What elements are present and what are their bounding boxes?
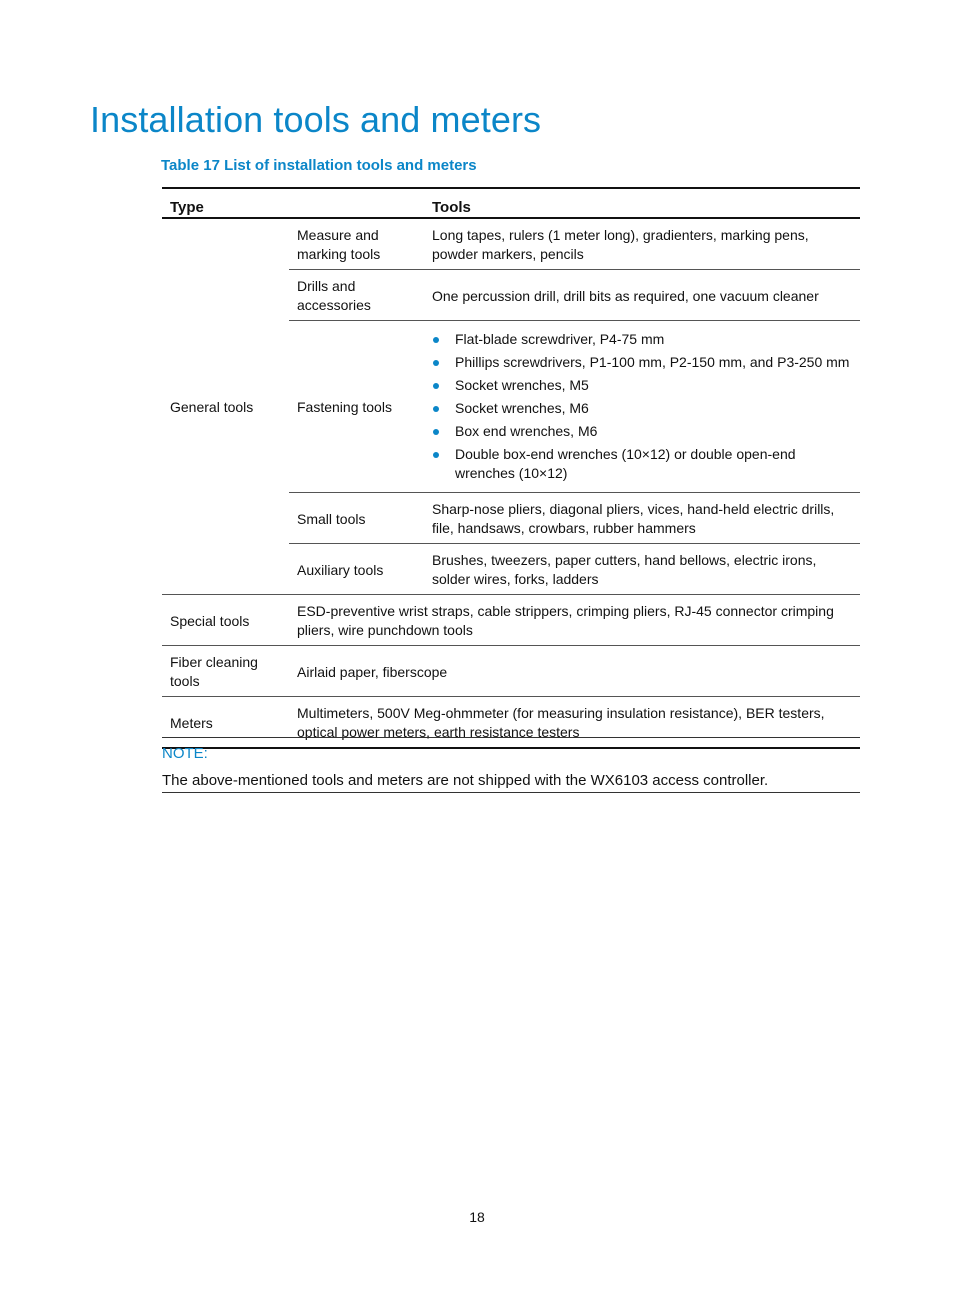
tools-cell-measure: Long tapes, rulers (1 meter long), gradienters, marking pens, powder markers, pencils [424, 218, 860, 270]
list-item [432, 376, 852, 395]
fastening-tools-list [432, 330, 852, 483]
list-item-text: Socket wrenches, M5 [455, 377, 589, 393]
note-box [162, 737, 860, 793]
bullet-icon [433, 337, 439, 343]
subtype-cell-fastening: Fastening tools [289, 321, 424, 493]
tools-cell-drills: One percussion drill, drill bits as required, one vacuum cleaner [424, 270, 860, 321]
tools-cell-fiber-cleaning: Airlaid paper, fiberscope [289, 646, 860, 697]
table-row [162, 218, 860, 270]
type-cell-general-tools: General tools [162, 218, 289, 595]
header-type: Type [162, 188, 424, 218]
type-cell-meters: Meters [162, 697, 289, 749]
tools-cell-meters: Multimeters, 500V Meg-ohmmeter (for measuring insulation resistance), BER testers, optical power meters, earth resistance testers [289, 697, 860, 749]
page-number: 18 [469, 1209, 485, 1225]
header-tools: Tools [424, 188, 860, 218]
list-item-text: Phillips screwdrivers, P1-100 mm, P2-150 mm, and P3-250 mm [455, 354, 850, 370]
list-item-text: Socket wrenches, M6 [455, 400, 589, 416]
bullet-icon [433, 360, 439, 366]
table-header-row [162, 188, 860, 218]
type-cell-fiber-cleaning: Fiber cleaning tools [162, 646, 289, 697]
tools-table [162, 187, 860, 749]
note-label: NOTE: [162, 745, 208, 762]
subtype-cell-auxiliary: Auxiliary tools [289, 544, 424, 595]
bullet-icon [433, 406, 439, 412]
list-item [432, 399, 852, 418]
page-title: Installation tools and meters [90, 99, 542, 140]
table-row [162, 646, 860, 697]
bullet-icon [433, 452, 439, 458]
tools-cell-special: ESD-preventive wrist straps, cable strippers, crimping pliers, RJ-45 connector crimping pliers, wire punchdown tools [289, 595, 860, 646]
subtype-cell-drills: Drills and accessories [289, 270, 424, 321]
subtype-cell-small: Small tools [289, 493, 424, 544]
tools-cell-small: Sharp-nose pliers, diagonal pliers, vices, hand-held electric drills, file, handsaws, crowbars, rubber hammers [424, 493, 860, 544]
bullet-icon [433, 429, 439, 435]
list-item-text: Flat-blade screwdriver, P4-75 mm [455, 331, 665, 347]
list-item-text: Double box-end wrenches (10×12) or double open-end wrenches (10×12) [455, 446, 796, 481]
list-item-text: Box end wrenches, M6 [455, 423, 598, 439]
list-item [432, 353, 852, 372]
list-item [432, 422, 852, 441]
note-text: The above-mentioned tools and meters are not shipped with the WX6103 access controller. [162, 772, 769, 789]
bullet-icon [433, 383, 439, 389]
table-row [162, 595, 860, 646]
list-item [432, 445, 852, 483]
list-item [432, 330, 852, 349]
subtype-cell-measure: Measure and marking tools [289, 218, 424, 270]
table-caption: Table 17 List of installation tools and meters [161, 157, 477, 174]
tools-cell-fastening [424, 321, 860, 493]
type-cell-special-tools: Special tools [162, 595, 289, 646]
tools-cell-auxiliary: Brushes, tweezers, paper cutters, hand bellows, electric irons, solder wires, forks, ladders [424, 544, 860, 595]
